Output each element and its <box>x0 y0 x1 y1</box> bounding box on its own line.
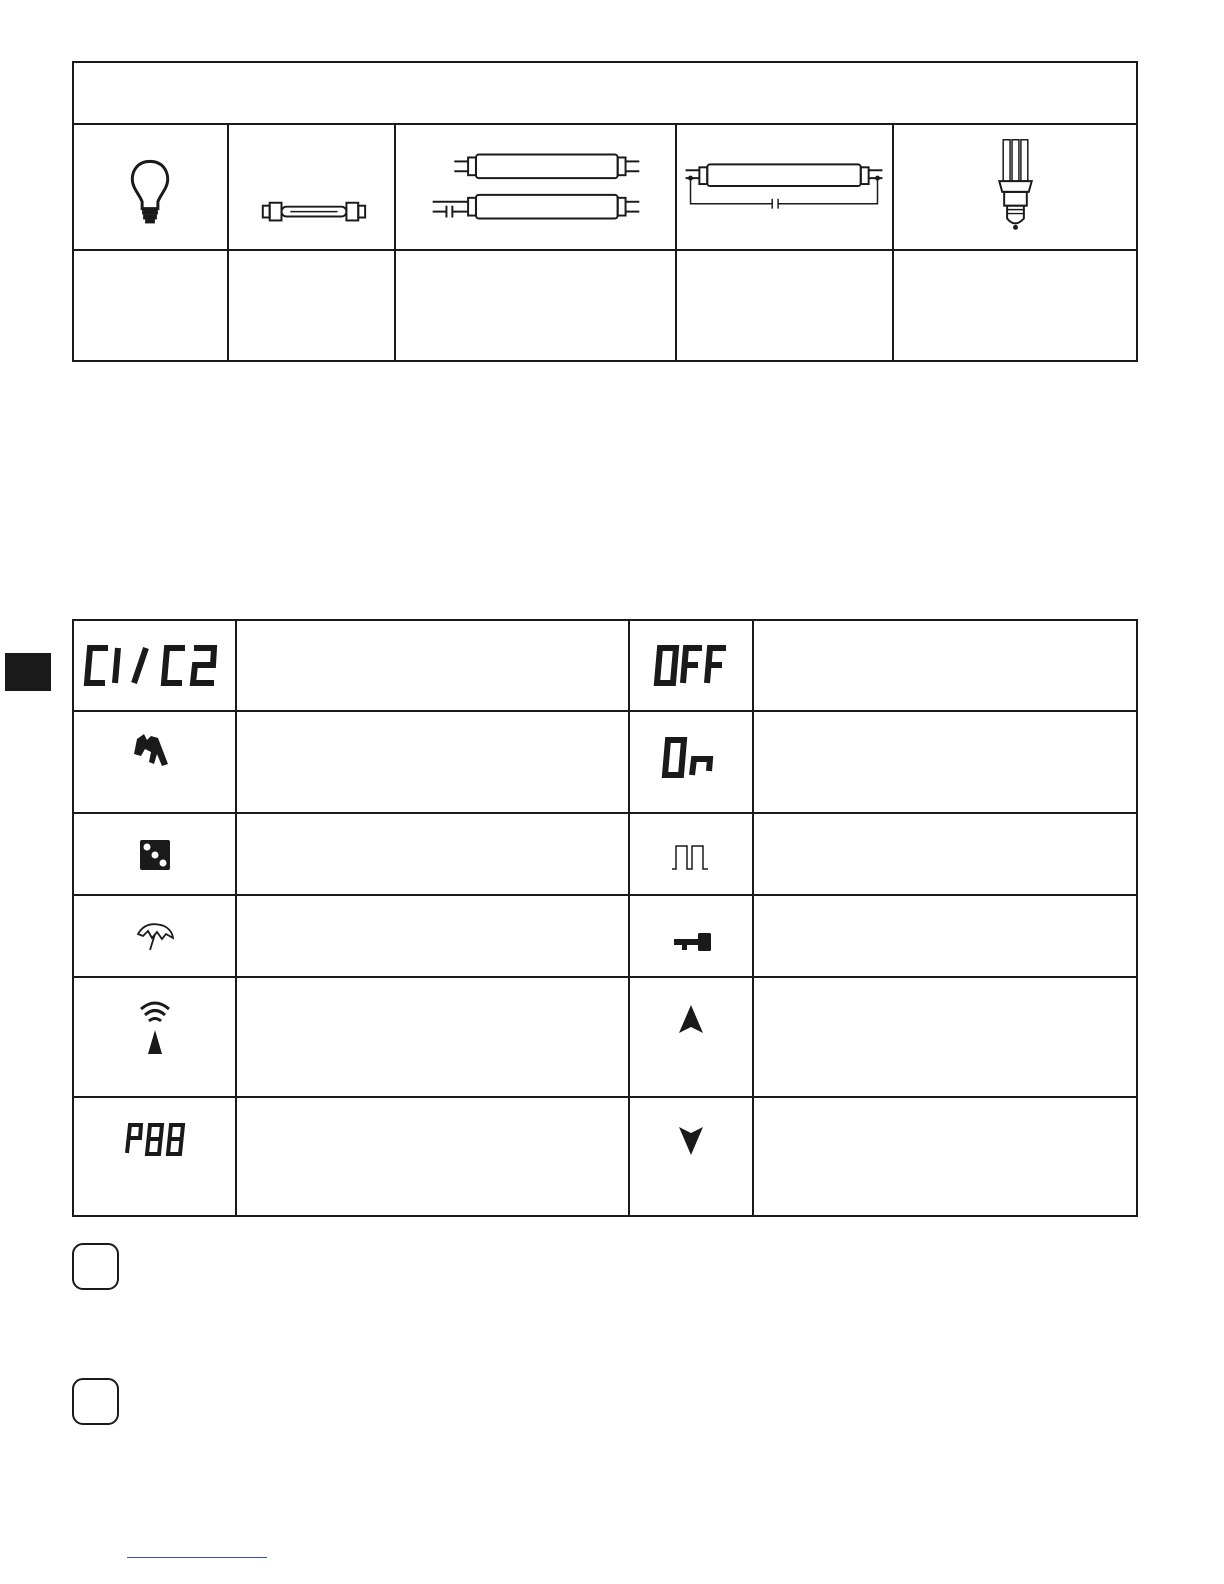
symbol-off <box>630 621 752 710</box>
symbol-description <box>754 814 1136 894</box>
lamp-label-row <box>74 251 1136 360</box>
compact-fluorescent-bulb-icon <box>894 125 1136 249</box>
symbol-random <box>74 814 235 894</box>
section-thumb-tab <box>5 653 51 691</box>
symbol-up <box>630 978 752 1096</box>
arrow-up-icon <box>630 978 752 1096</box>
symbol-c1-c2 <box>74 621 235 710</box>
lamp-cell-halogen <box>229 125 396 249</box>
lamp-cell-fluorescent-parallel <box>677 125 894 249</box>
symbol-description <box>237 712 628 812</box>
symbol-description <box>237 814 628 894</box>
pulse-icon <box>630 814 752 894</box>
lamp-label-cell <box>74 251 229 360</box>
symbol-description <box>754 978 1136 1096</box>
lamp-label-cell <box>894 251 1136 360</box>
symbol-description <box>754 1098 1136 1215</box>
symbol-description <box>237 896 628 976</box>
symbol-on <box>630 712 752 812</box>
symbol-pulse <box>630 814 752 894</box>
lamp-icon-row <box>74 125 1136 251</box>
dice-icon <box>74 814 235 894</box>
symbol-program <box>74 1098 235 1215</box>
lamp-label-cell <box>396 251 677 360</box>
incandescent-bulb-icon <box>74 125 227 249</box>
key-icon <box>630 896 752 976</box>
symbol-description <box>237 978 628 1096</box>
lamp-table-header <box>74 63 1136 125</box>
umbrella-icon <box>74 896 235 976</box>
fluorescent-tubes-series-icon <box>396 125 675 249</box>
symbol-description <box>754 712 1136 812</box>
footer-underline <box>127 1557 267 1558</box>
halogen-linear-lamp-icon <box>229 125 394 249</box>
lcd-p88-glyph <box>74 1098 235 1215</box>
person-walking-icon <box>74 712 235 812</box>
lcd-c1-c2-glyph <box>74 621 235 710</box>
symbol-down <box>630 1098 752 1215</box>
symbol-description <box>754 896 1136 976</box>
lcd-off-glyph <box>630 621 752 710</box>
symbol-description <box>754 621 1136 710</box>
display-symbol-table <box>72 619 1138 1217</box>
arrow-down-icon <box>630 1098 752 1215</box>
note-marker-box <box>72 1243 119 1290</box>
symbol-description <box>237 621 628 710</box>
lamp-type-table <box>72 61 1138 362</box>
lamp-cell-incandescent <box>74 125 229 249</box>
lamp-cell-fluorescent-series <box>396 125 677 249</box>
lamp-label-cell <box>229 251 396 360</box>
lamp-label-cell <box>677 251 894 360</box>
symbol-radio <box>74 978 235 1096</box>
symbol-description <box>237 1098 628 1215</box>
note-marker-box <box>72 1378 119 1425</box>
wireless-signal-icon <box>74 978 235 1096</box>
lcd-on-glyph <box>630 712 752 812</box>
symbol-holiday <box>74 896 235 976</box>
symbol-presence <box>74 712 235 812</box>
fluorescent-tube-parallel-compensated-icon <box>677 125 892 249</box>
lamp-cell-compact-fluorescent <box>894 125 1136 249</box>
symbol-lock <box>630 896 752 976</box>
